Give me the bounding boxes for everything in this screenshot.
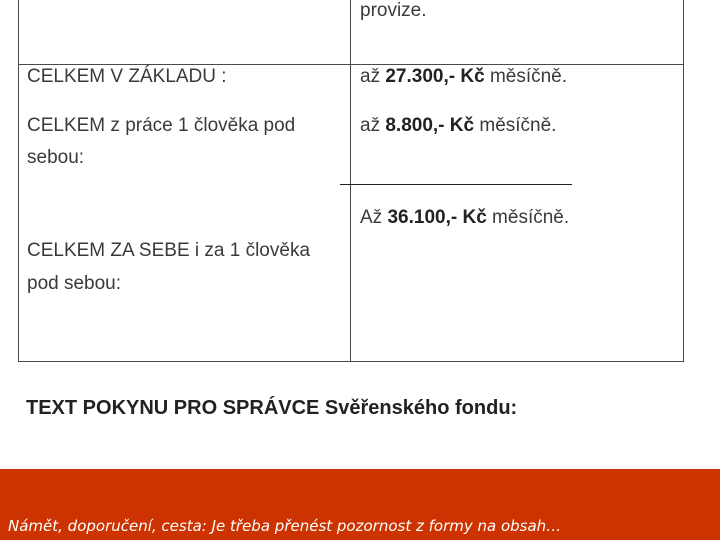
value-total-base [360, 62, 567, 92]
value-prefix: až [360, 115, 381, 136]
table-column-divider [350, 0, 351, 361]
commission-table [18, 0, 684, 362]
value-total-self [360, 203, 569, 233]
sum-underline [340, 184, 572, 185]
value-suffix: měsíčně. [479, 115, 557, 136]
value-amount: 36.100,- Kč [387, 207, 487, 228]
value-suffix: měsíčně. [492, 207, 570, 228]
label-total-work-line1: CELKEM z práce 1 člověka pod [27, 115, 296, 136]
label-total-work-line2: sebou: [27, 147, 85, 168]
value-total-work [360, 111, 556, 141]
value-amount: 27.300,- Kč [385, 66, 485, 87]
label-total-self-line1: CELKEM ZA SEBE i za 1 člověka [27, 240, 311, 261]
section-heading: TEXT POKYNU PRO SPRÁVCE Svěřenského fondu: [26, 397, 518, 419]
value-prefix: Až [360, 207, 383, 228]
value-prefix: až [360, 66, 381, 87]
cell-provize: provize. [360, 0, 427, 21]
label-total-base: CELKEM V ZÁKLADU : [27, 66, 227, 87]
value-amount: 8.800,- Kč [385, 115, 475, 136]
value-suffix: měsíčně. [489, 66, 568, 87]
footer-text: Námět, doporučení, cesta: Je třeba přenést pozornost z formy na obsah… [8, 517, 562, 535]
label-total-self-line2: pod sebou: [27, 273, 122, 294]
